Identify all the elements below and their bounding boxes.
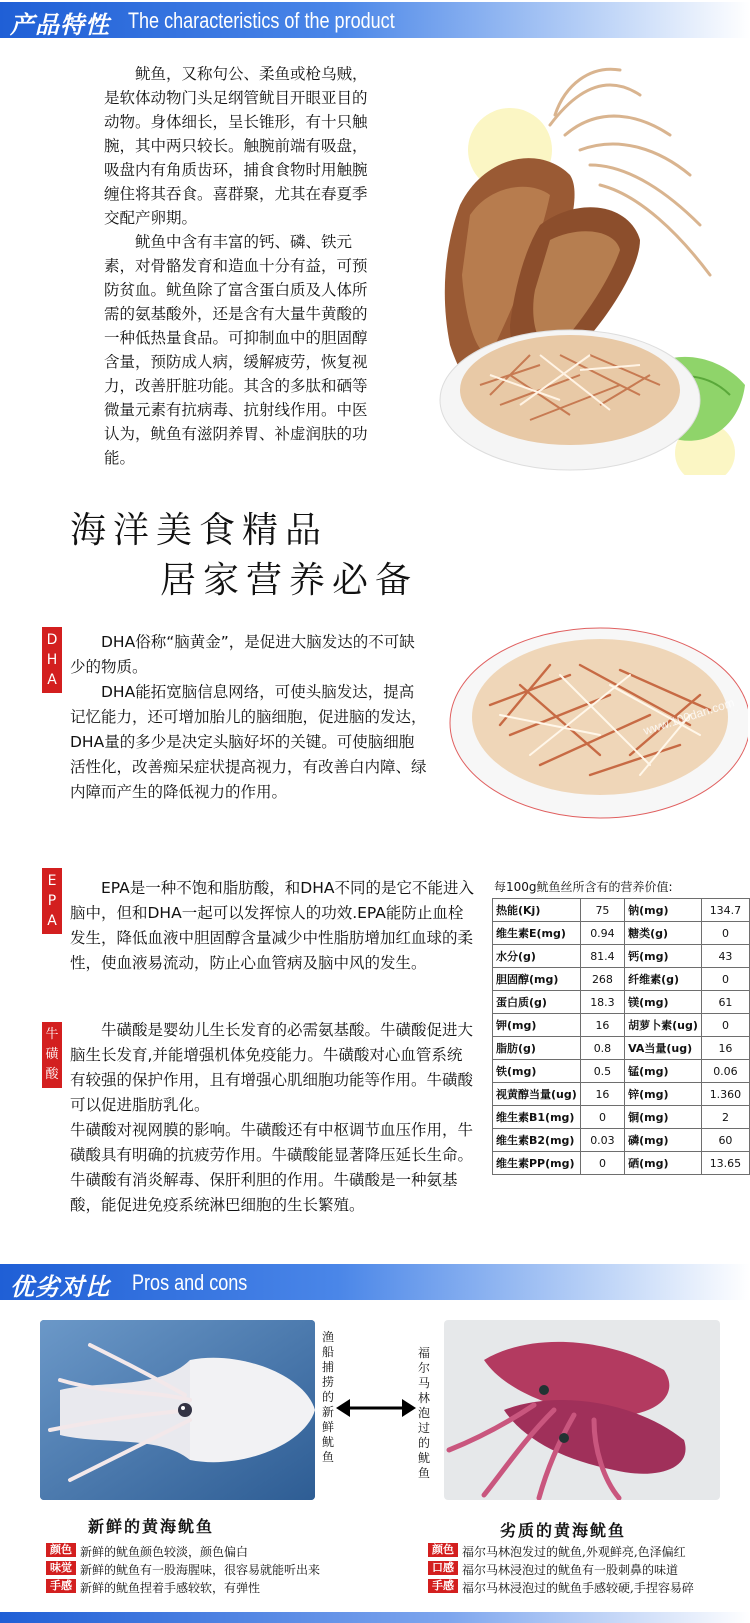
nutrition-title: 每100g鱿鱼丝所含有的营养价值: <box>494 880 673 894</box>
formalin-squid-image <box>444 1320 720 1500</box>
nutrient-name: 糖类(g) <box>625 922 702 945</box>
nutrient-value: 81.4 <box>580 945 624 968</box>
dried-squid-image <box>390 55 750 475</box>
nutrition-row <box>493 1060 750 1083</box>
nutrition-row <box>493 991 750 1014</box>
nutrient-value: 18.3 <box>580 991 624 1014</box>
nutrient-value: 61 <box>701 991 749 1014</box>
fresh-item-text: 新鲜的鱿鱼颜色较淡，颜色偏白 <box>80 1545 249 1559</box>
inferior-title: 劣质的黄海鱿鱼 <box>500 1521 627 1540</box>
nutrient-name: VA当量(ug) <box>625 1037 702 1060</box>
fresh-item-text: 新鲜的鱿鱼捏着手感较软，有弹性 <box>80 1581 261 1595</box>
nutrient-name: 维生素B2(mg) <box>493 1129 581 1152</box>
epa-text: EPA是一种不饱和脂肪酸，和DHA不同的是它不能进入脑中，但和DHA一起可以发挥惊人的功效.EPA能防止血栓发生，降低血液中胆固醇含量减少中性脂肪增加红血球的柔性，使血液易流动，防止心血管病及脑中风的发生。 <box>70 879 474 972</box>
nutrient-value: 75 <box>580 899 624 922</box>
nutrition-row <box>493 1037 750 1060</box>
nutrient-value: 0 <box>701 1014 749 1037</box>
formalin-vertical-caption: 福尔马林泡过的鱿鱼 <box>418 1346 431 1480</box>
nutrient-name: 锰(mg) <box>625 1060 702 1083</box>
nutrient-value: 43 <box>701 945 749 968</box>
nutrient-name: 维生素PP(mg) <box>493 1152 581 1175</box>
nutrition-row <box>493 1152 750 1175</box>
inferior-item-text: 福尔马林泡发过的鱿鱼,外观鲜亮,色泽偏红 <box>462 1545 686 1559</box>
nutrition-table <box>492 898 750 1175</box>
dha-text <box>70 630 428 805</box>
nutrient-name: 胡萝卜素(ug) <box>625 1014 702 1037</box>
taurine-paragraph-1: 牛磺酸是婴幼儿生长发育的必需氨基酸。牛磺酸促进大脑生长发育,并能增强机体免疫能力。牛磺酸对心血管系统有较强的保护作用，且有增强心肌细胞功能等作用。牛磺酸可以促进脂肪乳化。 <box>70 1021 474 1114</box>
nutrient-name: 胆固醇(mg) <box>493 968 581 991</box>
nutrition-row <box>493 968 750 991</box>
bottom-divider <box>0 1612 750 1623</box>
nutrient-value: 0.06 <box>701 1060 749 1083</box>
watermark-text: www.100dan.com <box>641 695 737 738</box>
nutrient-name: 水分(g) <box>493 945 581 968</box>
nutrient-value: 1.360 <box>701 1083 749 1106</box>
nutrient-value: 16 <box>580 1014 624 1037</box>
taurine-text <box>70 1018 476 1218</box>
section-header-characteristics <box>0 2 750 38</box>
nutrient-value: 60 <box>701 1129 749 1152</box>
nutrient-value: 0 <box>701 922 749 945</box>
section-title-cn: 产品特性 <box>10 11 110 39</box>
fresh-title: 新鲜的黄海鱿鱼 <box>88 1517 215 1536</box>
inferior-item-label: 颜色 <box>428 1543 458 1557</box>
nutrient-name: 纤维素(g) <box>625 968 702 991</box>
fresh-item-label: 手感 <box>46 1579 76 1593</box>
slogan-line-2: 居家营养必备 <box>160 560 419 601</box>
inferior-item-label: 手感 <box>428 1579 458 1593</box>
nutrient-value: 0 <box>580 1106 624 1129</box>
nutrient-name: 脂肪(g) <box>493 1037 581 1060</box>
nutrient-name: 蛋白质(g) <box>493 991 581 1014</box>
nutrition-row <box>493 945 750 968</box>
nutrient-value: 0.03 <box>580 1129 624 1152</box>
dha-paragraph-1: DHA俗称“脑黄金”，是促进大脑发达的不可缺少的物质。 <box>70 633 415 676</box>
nutrient-name: 钾(mg) <box>493 1014 581 1037</box>
nutrient-value: 0.94 <box>580 922 624 945</box>
nutrient-value: 134.7 <box>701 899 749 922</box>
nutrient-name: 硒(mg) <box>625 1152 702 1175</box>
nutrient-name: 镁(mg) <box>625 991 702 1014</box>
intro-text <box>104 62 382 470</box>
intro-paragraph-2: 鱿鱼中含有丰富的钙、磷、铁元素，对骨骼发育和造血十分有益，可预防贫血。鱿鱼除了富含蛋白质及人体所需的氨基酸外，还是含有大量牛黄酸的一种低热量食品。可抑制血中的胆固醇含量，预防成人病，缓解疲劳，恢复视力，改善肝脏功能。其含的多肽和硒等微量元素有抗病毒、抗射线作用。中医认为，鱿鱼有滋阴养胃、补虚润肤的功能。 <box>104 233 368 467</box>
nutrition-row <box>493 1083 750 1106</box>
nutrient-name: 钠(mg) <box>625 899 702 922</box>
dha-paragraph-2: DHA能拓宽脑信息网络，可使头脑发达，提高记忆能力，还可增加胎儿的脑细胞，促进脑的发达，DHA量的多少是决定头脑好坏的关键。可使脑细胞活性化，改善痴呆症状提高视力，有改善白内障、绿内障而产生的降低视力的作用。 <box>70 683 427 801</box>
fresh-item-text: 新鲜的鱿鱼有一股海腥味，很容易就能听出来 <box>80 1563 321 1577</box>
nutrient-name: 钙(mg) <box>625 945 702 968</box>
fresh-vertical-caption: 渔船捕捞的新鲜鱿鱼 <box>322 1330 335 1464</box>
section-title-en: Pros and cons <box>132 1270 248 1295</box>
fresh-squid-image <box>40 1320 315 1500</box>
nutrient-value: 0.5 <box>580 1060 624 1083</box>
nutrient-value: 13.65 <box>701 1152 749 1175</box>
inferior-item-label: 口感 <box>428 1561 458 1575</box>
fresh-item-label: 颜色 <box>46 1543 76 1557</box>
nutrition-row <box>493 899 750 922</box>
nutrient-value: 16 <box>580 1083 624 1106</box>
inferior-item-text: 福尔马林浸泡过的鱿鱼有一股刺鼻的味道 <box>462 1563 679 1577</box>
nutrient-name: 维生素E(mg) <box>493 922 581 945</box>
taurine-paragraph-2: 牛磺酸对视网膜的影响。牛磺酸还有中枢调节血压作用，牛磺酸具有明确的抗疲劳作用。牛磺酸能显著降压延长生命。牛磺酸有消炎解毒、保肝利胆的作用。牛磺酸是一种氨基酸，能促进免疫系统淋巴细胞的生长繁殖。 <box>70 1121 474 1214</box>
section-title-cn: 优劣对比 <box>10 1273 110 1301</box>
dha-tag: D H A <box>42 627 62 693</box>
nutrient-name: 视黄醇当量(ug) <box>493 1083 581 1106</box>
nutrient-value: 0 <box>580 1152 624 1175</box>
section-header-pros-cons <box>0 1264 750 1300</box>
nutrient-name: 维生素B1(mg) <box>493 1106 581 1129</box>
taurine-tag: 牛 磺 酸 <box>42 1022 62 1088</box>
nutrient-name: 磷(mg) <box>625 1129 702 1152</box>
shredded-squid-plate-image <box>430 615 748 825</box>
nutrient-name: 热能(Kj) <box>493 899 581 922</box>
nutrition-row <box>493 1129 750 1152</box>
fresh-item-label: 味觉 <box>46 1561 76 1575</box>
double-arrow-icon <box>336 1396 416 1420</box>
nutrition-row <box>493 922 750 945</box>
intro-paragraph-1: 鱿鱼，又称句公、柔鱼或枪乌贼，是软体动物门头足纲管鱿目开眼亚目的动物。身体细长，呈长锥形，有十只触腕，其中两只较长。触腕前端有吸盘，吸盘内有角质齿环，捕食食物时用触腕缠住将其吞食。喜群聚，尤其在春夏季交配产卵期。 <box>104 65 368 227</box>
nutrient-name: 铜(mg) <box>625 1106 702 1129</box>
inferior-item-text: 福尔马林浸泡过的鱿鱼手感较硬,手捏容易碎 <box>462 1581 694 1595</box>
slogan-line-1: 海洋美食精品 <box>70 510 329 551</box>
nutrient-name: 铁(mg) <box>493 1060 581 1083</box>
nutrient-value: 0 <box>701 968 749 991</box>
nutrient-value: 16 <box>701 1037 749 1060</box>
section-title-en: The characteristics of the product <box>128 8 395 33</box>
nutrition-row <box>493 1014 750 1037</box>
nutrient-value: 2 <box>701 1106 749 1129</box>
nutrition-row <box>493 1106 750 1129</box>
epa-tag: E P A <box>42 868 62 934</box>
nutrient-value: 268 <box>580 968 624 991</box>
nutrient-name: 锌(mg) <box>625 1083 702 1106</box>
nutrient-value: 0.8 <box>580 1037 624 1060</box>
